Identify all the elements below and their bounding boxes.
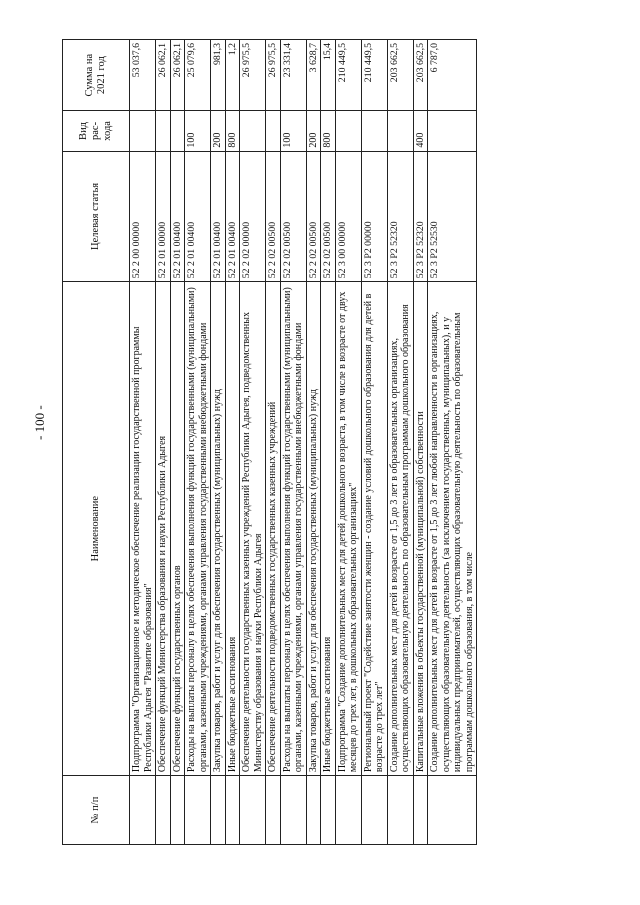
cell-sum: 26 062,1 [156, 40, 171, 111]
cell-code: 52 2 01 00400 [225, 151, 240, 282]
cell-name: Обеспечение деятельности государственных казенных учреждений Республики Адыгея, подведомственных Министерству образования и науки Республики Адыгея [240, 282, 266, 776]
cell-vid: 400 [413, 111, 428, 151]
cell-code: 52 2 01 00400 [170, 151, 185, 282]
cell-sum: 25 079,6 [185, 40, 211, 111]
table-row [211, 40, 226, 845]
table-row [185, 40, 211, 845]
cell-name: Расходы на выплаты персоналу в целях обеспечения выполнения функций государственными (муниципальными) органами, казенными учреждениями, органами управления государственными внебюджетными фондами [185, 282, 211, 776]
cell-sum: 981,3 [211, 40, 226, 111]
cell-vid: 800 [225, 111, 240, 151]
cell-sum: 210 449,5 [335, 40, 361, 111]
cell-name: Обеспечение функций Министерства образования и науки Республики Адыгея [156, 282, 171, 776]
cell-num [225, 776, 240, 845]
cell-code: 52 2 01 00400 [211, 151, 226, 282]
cell-sum: 26 975,5 [240, 40, 266, 111]
table-row [266, 40, 281, 845]
cell-code: 52 2 00 00000 [130, 151, 156, 282]
cell-name: Закупка товаров, работ и услуг для обеспечения государственных (муниципальных) нужд [306, 282, 321, 776]
header-vid: Вид рас-хода [63, 111, 130, 151]
cell-vid: 200 [211, 111, 226, 151]
cell-num [211, 776, 226, 845]
cell-vid [428, 111, 477, 151]
table-row [240, 40, 266, 845]
header-num: № п/п [63, 776, 130, 845]
cell-num [413, 776, 428, 845]
cell-num [156, 776, 171, 845]
table-row [156, 40, 171, 845]
cell-sum: 15,4 [321, 40, 336, 111]
cell-name: Иные бюджетные ассигнования [321, 282, 336, 776]
table-row [387, 40, 413, 845]
cell-name: Подпрограмма "Создание дополнительных мест для детей дошкольного возраста, в том числе в возрасте от двух месяцев до трех лет, в дошкольных образовательных организациях" [335, 282, 361, 776]
cell-num [170, 776, 185, 845]
cell-num [266, 776, 281, 845]
cell-code: 52 2 01 00400 [185, 151, 211, 282]
cell-code: 52 2 01 00000 [156, 151, 171, 282]
table-row [306, 40, 321, 845]
cell-num [130, 776, 156, 845]
table-body [130, 40, 477, 845]
header-name: Наименование [63, 282, 130, 776]
cell-sum: 1,2 [225, 40, 240, 111]
cell-code: 52 2 02 00500 [266, 151, 281, 282]
cell-vid [361, 111, 387, 151]
cell-name: Расходы на выплаты персоналу в целях обеспечения выполнения функций государственными (муниципальными) органами, казенными учреждениями, органами управления государственными внебюджетными фондами [280, 282, 306, 776]
cell-num [306, 776, 321, 845]
cell-num [361, 776, 387, 845]
cell-name: Обеспечение деятельности подведомственных государственных казенных учреждений [266, 282, 281, 776]
cell-num [321, 776, 336, 845]
header-code: Целевая статья [63, 151, 130, 282]
cell-code: 52 3 P2 52530 [428, 151, 477, 282]
table-row [170, 40, 185, 845]
cell-sum: 210 449,5 [361, 40, 387, 111]
table-row [225, 40, 240, 845]
cell-vid [130, 111, 156, 151]
table-row [413, 40, 428, 845]
cell-sum: 53 037,6 [130, 40, 156, 111]
cell-sum: 26 062,1 [170, 40, 185, 111]
cell-name: Капитальные вложения в объекты государственной (муниципальной) собственности [413, 282, 428, 776]
cell-vid [156, 111, 171, 151]
cell-num [428, 776, 477, 845]
cell-code: 52 3 00 00000 [335, 151, 361, 282]
cell-vid: 100 [280, 111, 306, 151]
cell-code: 52 2 02 00000 [240, 151, 266, 282]
table-row [280, 40, 306, 845]
table-row [130, 40, 156, 845]
cell-code: 52 3 P2 00000 [361, 151, 387, 282]
cell-name: Закупка товаров, работ и услуг для обеспечения государственных (муниципальных) нужд [211, 282, 226, 776]
cell-vid: 100 [185, 111, 211, 151]
header-sum: Сумма на 2021 год [63, 40, 130, 111]
cell-vid: 200 [306, 111, 321, 151]
cell-code: 52 2 02 00500 [306, 151, 321, 282]
cell-name: Обеспечение функций государственных органов [170, 282, 185, 776]
cell-num [240, 776, 266, 845]
cell-num [185, 776, 211, 845]
cell-vid [170, 111, 185, 151]
cell-num [387, 776, 413, 845]
cell-code: 52 3 P2 52320 [387, 151, 413, 282]
table-row [321, 40, 336, 845]
cell-code: 52 3 P2 52320 [413, 151, 428, 282]
cell-sum: 23 331,4 [280, 40, 306, 111]
budget-table [62, 39, 477, 845]
cell-name: Создание дополнительных мест для детей в возрасте от 1,5 до 3 лет в образовательных организациях, осуществляющих образовательную деятельность по образовательным программам дошкольного образования [387, 282, 413, 776]
cell-name: Подпрограмма "Организационное и методическое обеспечение реализации государственной программы Республики Адыгея "Развитие образования" [130, 282, 156, 776]
budget-table-container [62, 39, 640, 845]
table-header-row [63, 40, 130, 845]
cell-vid [387, 111, 413, 151]
page-number: - 100 - [32, 405, 47, 440]
table-row [361, 40, 387, 845]
cell-sum: 203 662,5 [387, 40, 413, 111]
cell-code: 52 2 02 00500 [280, 151, 306, 282]
cell-vid [266, 111, 281, 151]
cell-sum: 3 628,7 [306, 40, 321, 111]
cell-code: 52 2 02 00500 [321, 151, 336, 282]
cell-vid [335, 111, 361, 151]
cell-sum: 203 662,5 [413, 40, 428, 111]
cell-name: Создание дополнительных мест для детей в возрасте от 1,5 до 3 лет любой направленности в организациях, осуществляющих образовательную деятельность (за исключением государственных, муниципальных), и у индивидуальных предпринимателей, осуществляющих образовательную деятельность по образовательным программам дошкольного образования, в том числе [428, 282, 477, 776]
cell-num [335, 776, 361, 845]
cell-num [280, 776, 306, 845]
cell-sum: 6 787,0 [428, 40, 477, 111]
cell-vid: 800 [321, 111, 336, 151]
cell-sum: 26 975,5 [266, 40, 281, 111]
cell-name: Региональный проект "Содействие занятости женщин - создание условий дошкольного образования для детей в возрасте до трех лет" [361, 282, 387, 776]
cell-vid [240, 111, 266, 151]
table-row [335, 40, 361, 845]
cell-name: Иные бюджетные ассигнования [225, 282, 240, 776]
table-row [428, 40, 477, 845]
